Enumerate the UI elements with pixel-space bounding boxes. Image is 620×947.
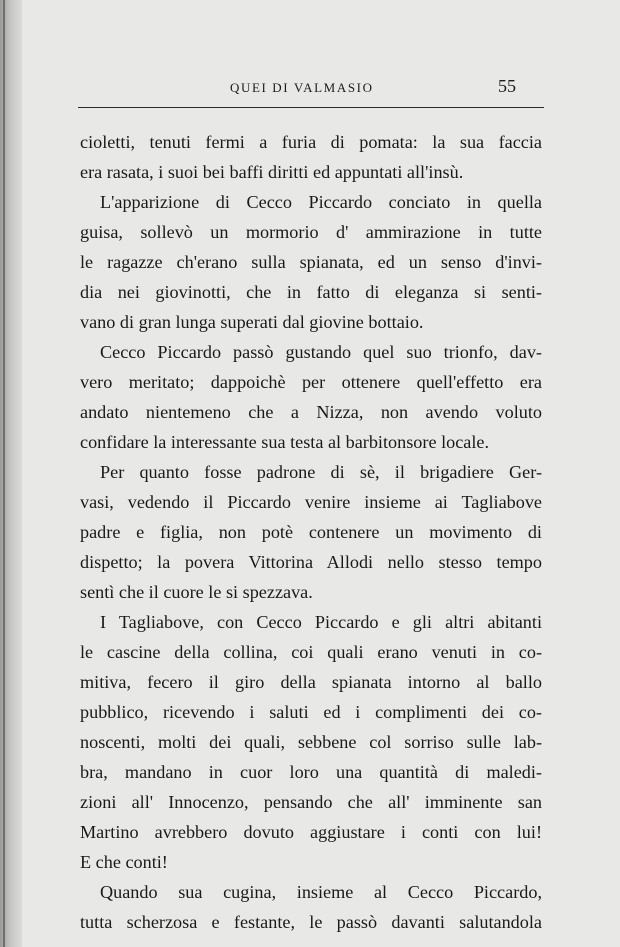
text-line: le cascine della collina, coi quali erano venuti in co- <box>80 642 542 662</box>
text-line: andato nientemeno che a Nizza, non avendo voluto <box>80 402 542 422</box>
text-line: E che conti! <box>80 852 168 872</box>
text-line: padre e figlia, non potè contenere un movimento di <box>80 522 542 542</box>
running-title: QUEI DI VALMASIO <box>230 80 374 95</box>
text-line: zioni all' Innocenzo, pensando che all' imminente san <box>80 792 542 812</box>
text-line: Cecco Piccardo passò gustando quel suo trionfo, dav- <box>100 342 542 362</box>
text-line: le ragazze ch'erano sulla spianata, ed un senso d'invi- <box>80 252 542 272</box>
text-line: noscenti, molti dei quali, sebbene col sorriso sulle lab- <box>80 732 542 752</box>
header-rule <box>78 107 544 108</box>
text-line: vano di gran lunga superati dal giovine bottaio. <box>80 312 424 332</box>
text-line: Martino avrebbero dovuto aggiustare i conti con lui! <box>80 822 542 842</box>
text-line: mitiva, fecero il giro della spianata intorno al ballo <box>80 672 542 692</box>
text-line: vero meritato; dappoichè per ottenere quell'effetto era <box>80 372 542 392</box>
body-text <box>80 127 542 937</box>
text-line: pubblico, ricevendo i saluti ed i complimenti dei co- <box>80 702 542 722</box>
text-line: vasi, vedendo il Piccardo venire insieme ai Tagliabove <box>80 492 542 512</box>
text-line: tutta scherzosa e festante, le passò davanti salutandola <box>80 912 542 932</box>
page-header <box>80 74 544 104</box>
page-number: 55 <box>498 76 516 96</box>
text-line: cioletti, tenuti fermi a furia di pomata: la sua faccia <box>80 132 542 152</box>
text-line: Quando sua cugina, insieme al Cecco Piccardo, <box>100 882 542 902</box>
text-line: dispetto; la povera Vittorina Allodi nello stesso tempo <box>80 552 542 572</box>
text-line: guisa, sollevò un mormorio d' ammirazione in tutte <box>80 222 542 242</box>
text-line: L'apparizione di Cecco Piccardo conciato in quella <box>100 192 542 212</box>
page-binding-edge <box>3 0 5 947</box>
text-line: era rasata, i suoi bei baffi diritti ed appuntati all'insù. <box>80 162 464 182</box>
text-line: Per quanto fosse padrone di sè, il brigadiere Ger- <box>100 462 542 482</box>
text-line: I Tagliabove, con Cecco Piccardo e gli altri abitanti <box>100 612 542 632</box>
text-line: bra, mandano in cuor loro una quantità di maledi- <box>80 762 542 782</box>
text-line: confidare la interessante sua testa al barbitonsore locale. <box>80 432 490 452</box>
text-line: dia nei giovinotti, che in fatto di eleganza si senti- <box>80 282 542 302</box>
text-line: sentì che il cuore le si spezzava. <box>80 582 313 602</box>
